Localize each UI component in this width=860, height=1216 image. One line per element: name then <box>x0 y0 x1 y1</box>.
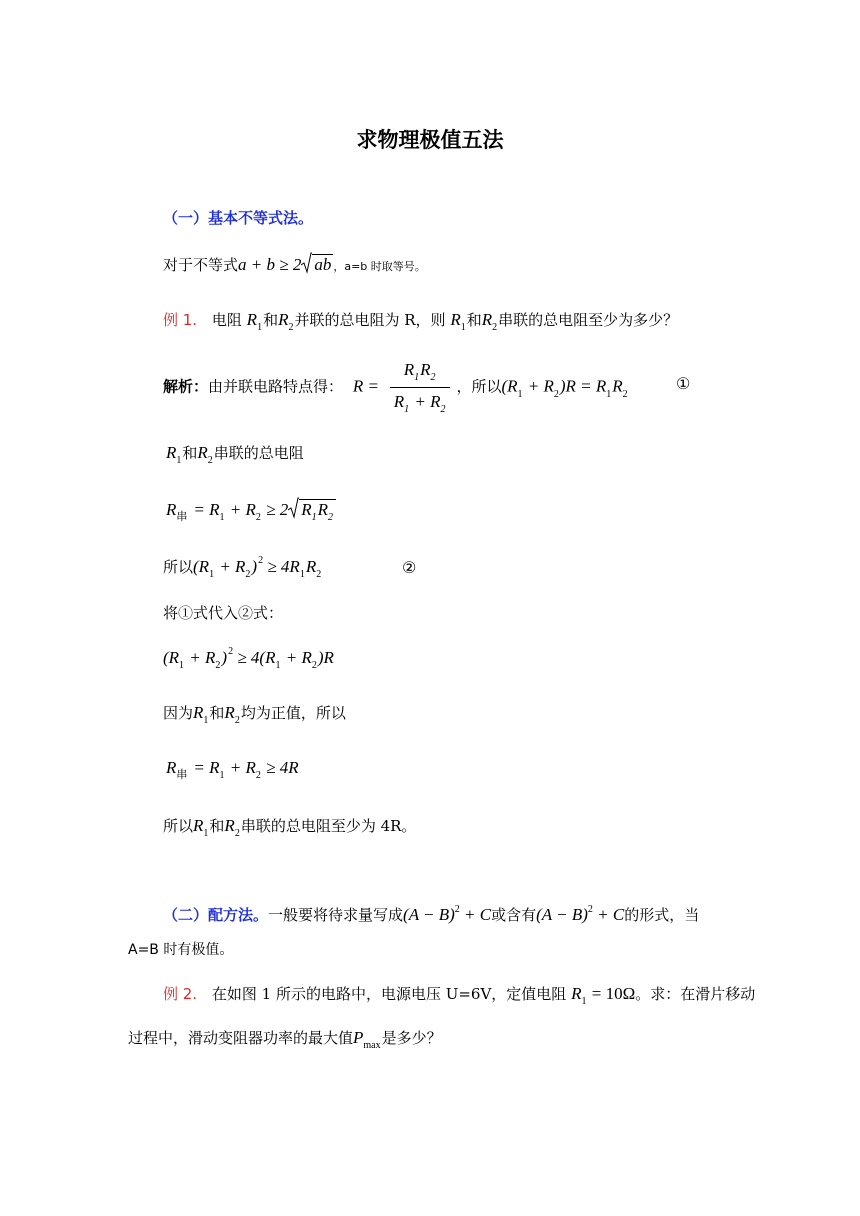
series-resistance-line: $R_1$和$R_2$串联的总电阻 <box>166 443 304 466</box>
solution-label: 解析： <box>163 377 209 396</box>
radical-sign-icon <box>301 252 312 274</box>
example-label: 例 2. <box>163 985 198 1003</box>
squared-inequality: 所以$(R_1 + R_2)^2 \ge 4R_1R_2$ <box>163 555 322 580</box>
solution-parallel: 解析：由并联电路特点得： R = $\frac{R_1R_2}{R_1 + R_2}$ ，所以$(R_1 + R_2)R = R_1R_2$ <box>163 360 628 415</box>
rule-prefix: 对于不等式 <box>163 256 239 274</box>
radical-sign-icon <box>288 497 299 519</box>
section-2-line-2: A=B 时有极值。 <box>128 942 234 958</box>
rule-suffix: ，a=b 时取等号。 <box>333 260 426 273</box>
series-inequality: $R_串 = R_1 + R_2 \ge 2$ $R_1R_2$ <box>166 498 336 525</box>
section-heading-completing-square: （二）配方法。 <box>163 906 269 924</box>
combined-inequality: $(R_1 + R_2)^2 \ge 4(R_1 + R_2)R$ <box>163 646 334 671</box>
equation-marker-1: ① <box>676 374 691 393</box>
section-heading-basic-inequality: （一）基本不等式法。 <box>163 209 314 227</box>
rule-formula: a + b ≥ 2 <box>238 255 302 274</box>
example-2-line-2: 过程中，滑动变阻器功率的最大值$P_{max}$是多少？ <box>128 1028 442 1051</box>
positive-values-line: 因为$R_1$和$R_2$均为正值，所以 <box>163 703 346 726</box>
parallel-fraction: $\frac{R_1R_2}{R_1 + R_2}$ <box>390 359 451 416</box>
sqrt-r1r2: $R_1R_2$ <box>288 498 336 523</box>
final-inequality: $R_串 = R_1 + R_2 \ge 4R$ <box>166 758 299 781</box>
sqrt-ab: ab <box>301 253 333 277</box>
section-2-line-1: （二）配方法。一般要将待求量写成$(A - B)^2 + C$或含有$(A - B)^2 + C$的形式，当 <box>163 904 700 924</box>
substitute-text: 将①式代入②式： <box>163 604 284 622</box>
equation-marker-2: ② <box>402 558 417 577</box>
conclusion-line: 所以$R_1$和$R_2$串联的总电阻至少为 4R。 <box>163 816 417 839</box>
example-label: 例 1. <box>163 311 198 329</box>
example-1: 例 1. 电阻 $R_1$和$R_2$并联的总电阻为 R，则 $R_1$和$R_2$串联的总电阻至少为多少？ <box>163 310 679 333</box>
example-2-line-1: 例 2. 在如图 1 所示的电路中，电源电压 U=6V，定值电阻 $R_1 = 10\Omega$。求：在滑片移动 <box>163 984 756 1007</box>
inequality-rule <box>163 253 426 279</box>
page-title: 求物理极值五法 <box>356 128 504 152</box>
